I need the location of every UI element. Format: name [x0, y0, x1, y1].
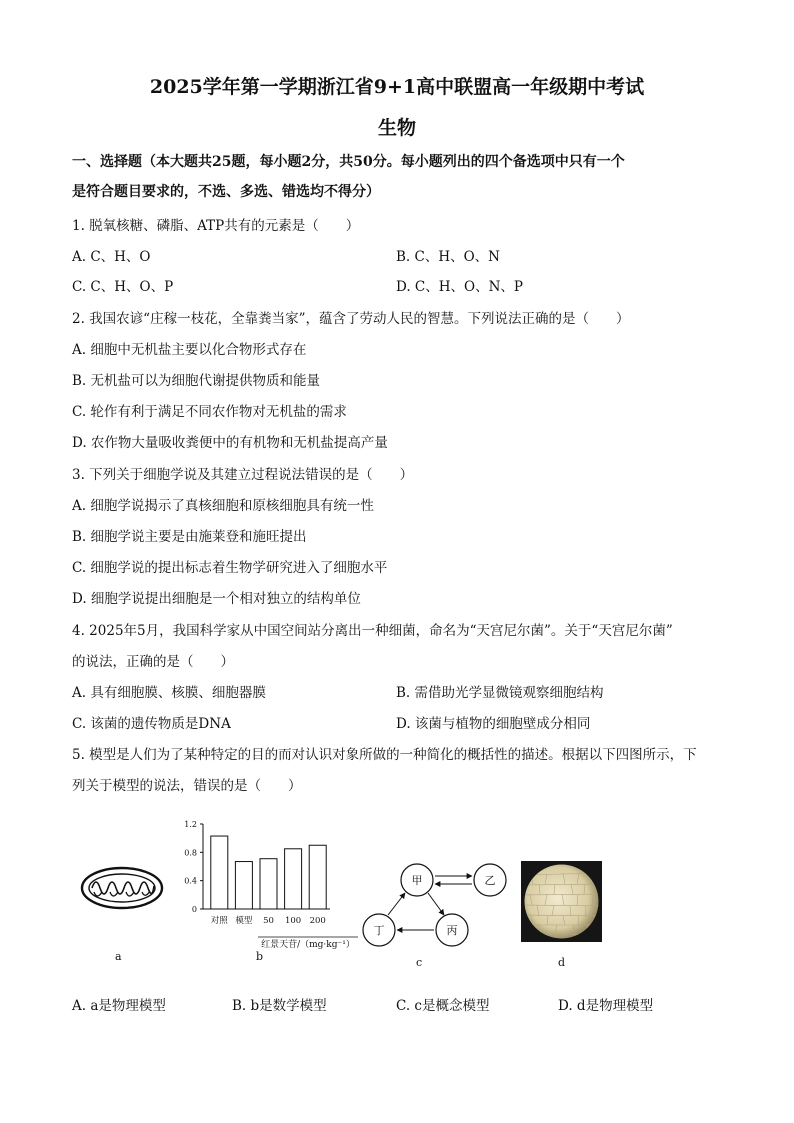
figure-c-label: c — [416, 956, 423, 969]
chart-y-tick-label: 1.2 — [184, 820, 197, 829]
chart-x-tick-label: 100 — [284, 916, 302, 926]
question-2-option-c: C. 轮作有利于满足不同农作物对无机盐的需求 — [72, 404, 347, 420]
node-bing-label: 丙 — [446, 924, 458, 937]
chart-y-ticks — [184, 820, 203, 914]
question-3-stem: 3. 下列关于细胞学说及其建立过程说法错误的是（ ） — [72, 467, 414, 483]
node-ding-label: 丁 — [373, 924, 385, 937]
node-yi-label: 乙 — [484, 874, 496, 887]
figure-b-label: b — [256, 950, 264, 963]
node-jia-label: 甲 — [411, 874, 423, 887]
question-2-option-d: D. 农作物大量吸收粪便中的有机物和无机盐提高产量 — [72, 435, 388, 451]
question-1-stem: 1. 脱氧核糖、磷脂、ATP共有的元素是（ ） — [72, 218, 360, 234]
chart-x-tick-label: 50 — [263, 916, 274, 926]
chart-x-tick-label: 模型 — [235, 916, 253, 926]
chart-y-tick-label: 0.8 — [184, 848, 197, 858]
chart-bar — [211, 836, 228, 909]
chart-bar — [309, 845, 326, 909]
chart-x-axis-label: 红景天苷/（mg·kg⁻¹） — [261, 940, 355, 950]
question-3-option-d: D. 细胞学说提出细胞是一个相对独立的结构单位 — [72, 591, 361, 607]
question-2-option-a: A. 细胞中无机盐主要以化合物形式存在 — [72, 342, 307, 358]
question-5-stem-line1: 5. 模型是人们为了某种特定的目的而对认识对象所做的一种简化的概括性的描述。根据以下四图所示，下 — [72, 747, 697, 763]
chart-bars — [211, 836, 326, 909]
chart-y-tick-label: 0 — [191, 905, 197, 914]
question-1-option-b: B. C、H、O、N — [396, 249, 500, 265]
question-5-option-b: B. b是数学模型 — [232, 998, 327, 1014]
bar-chart — [170, 812, 360, 952]
question-2-option-b: B. 无机盐可以为细胞代谢提供物质和能量 — [72, 373, 321, 389]
question-3-option-a: A. 细胞学说揭示了真核细胞和原核细胞具有统一性 — [72, 498, 374, 514]
chart-bar — [285, 849, 302, 909]
question-1-option-d: D. C、H、O、N、P — [396, 279, 523, 295]
question-3-option-c: C. 细胞学说的提出标志着生物学研究进入了细胞水平 — [72, 560, 388, 576]
question-5-stem-line2: 列关于模型的说法，错误的是（ ） — [72, 778, 302, 794]
question-4-stem-line2: 的说法，正确的是（ ） — [72, 654, 234, 670]
question-4-option-b: B. 需借助光学显微镜观察细胞结构 — [396, 685, 604, 701]
question-1-option-c: C. C、H、O、P — [72, 279, 174, 295]
concept-diagram — [360, 858, 520, 948]
subject-title: 生物 — [377, 117, 416, 139]
chart-x-ticks — [211, 915, 326, 926]
question-5-option-d: D. d是物理模型 — [558, 998, 654, 1014]
question-3-option-b: B. 细胞学说主要是由施莱登和施旺提出 — [72, 529, 307, 545]
figure-d-label: d — [558, 956, 566, 969]
mitochondrion-figure — [78, 862, 166, 914]
question-4-option-c: C. 该菌的遗传物质是DNA — [72, 716, 231, 732]
question-4-option-d: D. 该菌与植物的细胞壁成分相同 — [396, 716, 591, 732]
arrow-jia-bing — [428, 893, 444, 915]
chart-x-tick-label: 对照 — [210, 916, 228, 926]
question-1-option-a: A. C、H、O — [72, 249, 151, 265]
question-5-option-a: A. a是物理模型 — [72, 998, 166, 1014]
microscope-photo — [521, 861, 602, 942]
question-4-stem-line1: 4. 2025年5月，我国科学家从中国空间站分离出一种细菌，命名为“天宫尼尔菌”。关于“天宫尼尔菌” — [72, 623, 673, 639]
section-instructions-line1: 一、选择题（本大题共25题，每小题2分，共50分。每小题列出的四个备选项中只有一个 — [72, 154, 625, 170]
chart-bar — [235, 862, 252, 909]
exam-title: 2025学年第一学期浙江省9+1高中联盟高一年级期中考试 — [149, 76, 645, 98]
chart-y-tick-label: 0.4 — [184, 876, 197, 886]
arrow-ding-jia — [388, 893, 405, 915]
question-4-option-a: A. 具有细胞膜、核膜、细胞器膜 — [72, 685, 266, 701]
question-2-stem: 2. 我国农谚“庄稼一枝花，全靠粪当家”，蕴含了劳动人民的智慧。下列说法正确的是（ ） — [72, 311, 630, 327]
section-instructions-line2: 是符合题目要求的，不选、多选、错选均不得分） — [72, 184, 380, 200]
figure-a-label: a — [115, 950, 122, 963]
question-5-option-c: C. c是概念模型 — [396, 998, 490, 1014]
chart-x-tick-label: 200 — [309, 916, 326, 926]
chart-bar — [260, 859, 277, 909]
